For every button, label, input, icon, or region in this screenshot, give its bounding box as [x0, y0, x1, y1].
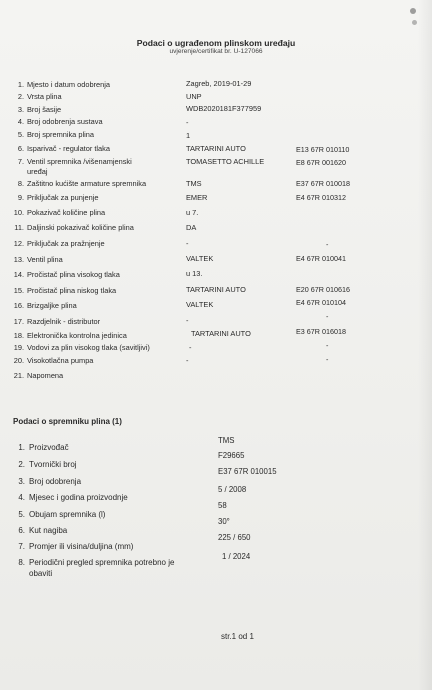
row-number: 4. — [17, 117, 24, 126]
row-number: 8. — [18, 558, 25, 567]
row-number: 1. — [17, 80, 24, 89]
approval-number: E13 67R 010110 — [296, 145, 350, 154]
field-row — [13, 286, 116, 295]
field-value: TARTARINI AUTO — [186, 144, 246, 153]
field-value: WDB2020181F377959 — [186, 104, 262, 113]
tank-label: Broj odobrenja — [29, 477, 82, 486]
field-value: UNP — [186, 92, 202, 101]
approval-number: - — [326, 341, 329, 350]
field-row — [13, 356, 93, 365]
approval-number: E4 67R 010104 — [296, 298, 346, 307]
row-number: 13. — [13, 255, 24, 264]
field-label: Broj šasije — [27, 105, 62, 114]
row-number: 12. — [13, 239, 24, 248]
field-row — [13, 144, 110, 153]
field-value: - — [186, 316, 189, 325]
row-number: 20. — [13, 356, 24, 365]
field-row — [13, 130, 94, 139]
row-number: 6. — [17, 144, 24, 153]
row-number: 15. — [13, 286, 24, 295]
approval-number: E4 67R 010041 — [296, 254, 346, 263]
row-number: 5. — [17, 130, 24, 139]
row-number: 4. — [18, 493, 25, 502]
tank-label: Periodični pregled spremnika potrebno je — [29, 558, 175, 567]
field-label: Broj odobrenja sustava — [27, 117, 103, 126]
field-row — [13, 193, 98, 202]
page-edge-shadow — [418, 0, 432, 690]
tank-value: TMS — [218, 436, 235, 445]
tank-value: E37 67R 010015 — [218, 467, 277, 476]
row-number: 17. — [13, 317, 24, 326]
row-number: 2. — [18, 460, 25, 469]
tank-value: 30° — [218, 517, 230, 526]
row-number: 2. — [17, 92, 24, 101]
tank-value: 58 — [218, 501, 227, 510]
field-label: Pokazivač količine plina — [27, 208, 106, 217]
field-row — [13, 223, 134, 232]
row-number: 14. — [13, 270, 24, 279]
field-label: Elektronička kontrolna jedinica — [27, 331, 127, 340]
certificate-number: uvjerenje/certifikat br. U-127066 — [169, 48, 263, 55]
row-number: 6. — [18, 526, 25, 535]
approval-number: E4 67R 010312 — [296, 193, 346, 202]
tank-row — [13, 443, 69, 452]
field-label: Napomena — [27, 371, 64, 380]
field-row — [13, 157, 132, 166]
row-number: 10. — [13, 208, 24, 217]
field-value: EMER — [186, 193, 208, 202]
field-value: VALTEK — [186, 254, 214, 263]
tank-label: Proizvođač — [29, 443, 69, 452]
row-number: 8. — [17, 179, 24, 188]
field-label-continued: uređaj — [27, 167, 48, 176]
field-row — [13, 255, 63, 264]
row-number: 16. — [13, 301, 24, 310]
tank-label: Obujam spremnika (l) — [29, 510, 106, 519]
row-number: 5. — [18, 510, 25, 519]
row-number: 7. — [17, 157, 24, 166]
tank-row — [13, 558, 174, 567]
row-number: 11. — [14, 223, 24, 232]
tank-row — [13, 477, 81, 486]
tank-value: F29665 — [218, 451, 245, 460]
tank-label: Tvornički broj — [29, 460, 77, 469]
field-value: - — [189, 343, 192, 352]
field-label: Ventil spremnika /višenamjenski — [27, 157, 132, 166]
row-number: 21. — [13, 371, 24, 380]
field-label: Pročistač plina visokog tlaka — [27, 270, 120, 279]
field-label: Mjesto i datum odobrenja — [27, 80, 110, 89]
approval-number: - — [326, 355, 329, 364]
approval-number: E8 67R 001620 — [296, 158, 346, 167]
field-label: Daljinski pokazivač količine plina — [27, 223, 134, 232]
tank-row — [13, 542, 133, 551]
field-row — [13, 331, 127, 340]
field-label: Vrsta plina — [27, 92, 62, 101]
field-row — [13, 343, 150, 352]
field-value: DA — [186, 223, 197, 232]
approval-number: E37 67R 010018 — [296, 179, 350, 188]
field-value: Zagreb, 2019-01-29 — [186, 79, 252, 88]
field-label: Zaštitno kućište armature spremnika — [27, 179, 147, 188]
document-title: Podaci o ugrađenom plinskom uređaju — [136, 38, 296, 48]
tank-row — [13, 510, 105, 519]
field-label: Visokotlačna pumpa — [27, 356, 94, 365]
field-row — [13, 208, 105, 217]
tank-label: Promjer ili visina/duljina (mm) — [29, 542, 134, 551]
field-row — [13, 270, 120, 279]
field-label: Razdjelnik - distributor — [27, 317, 101, 326]
tank-label: Mjesec i godina proizvodnje — [29, 493, 128, 502]
row-number: 3. — [17, 105, 24, 114]
approval-number: - — [326, 312, 329, 321]
field-row — [13, 301, 77, 310]
tank-label-continued: obaviti — [29, 569, 53, 578]
row-number: 7. — [18, 542, 25, 551]
tank-value: 5 / 2008 — [218, 485, 247, 494]
tank-section-title: Podaci o spremniku plina (1) — [13, 417, 122, 426]
field-row — [13, 317, 100, 326]
field-row — [13, 239, 105, 248]
approval-number: E3 67R 016018 — [296, 327, 346, 336]
field-label: Priključak za punjenje — [27, 193, 99, 202]
field-row — [13, 117, 103, 126]
field-label: Priključak za pražnjenje — [27, 239, 105, 248]
row-number: 1. — [18, 443, 25, 452]
field-value: u 13. — [186, 269, 203, 278]
approval-number: - — [326, 240, 329, 249]
tank-row — [13, 526, 67, 535]
row-number: 19. — [13, 343, 24, 352]
field-value: TMS — [186, 179, 202, 188]
field-value: 1 — [186, 131, 191, 140]
row-number: 3. — [18, 477, 25, 486]
field-row — [13, 80, 110, 89]
field-value: TOMASETTO ACHILLE — [186, 157, 265, 166]
page-number: str.1 od 1 — [221, 632, 254, 641]
field-value: TARTARINI AUTO — [186, 285, 246, 294]
field-label: Ventil plina — [27, 255, 63, 264]
field-label: Pročistač plina niskog tlaka — [27, 286, 117, 295]
field-value: VALTEK — [186, 300, 214, 309]
row-number: 9. — [17, 193, 24, 202]
field-value: - — [186, 356, 189, 365]
field-row — [13, 92, 62, 101]
field-label: Isparivač - regulator tlaka — [27, 144, 110, 153]
field-row — [13, 105, 61, 114]
tank-value: 225 / 650 — [218, 533, 251, 542]
row-number: 18. — [13, 331, 24, 340]
field-value: u 7. — [186, 208, 199, 217]
field-value: TARTARINI AUTO — [191, 329, 251, 338]
field-row — [13, 179, 146, 188]
field-label: Vodovi za plin visokog tlaka (savitljivi) — [27, 343, 150, 352]
scan-speck — [412, 20, 417, 25]
field-value: - — [186, 118, 189, 127]
tank-row — [13, 460, 77, 469]
tank-row — [13, 493, 128, 502]
field-row — [13, 371, 63, 380]
field-value: - — [186, 239, 189, 248]
approval-number: E20 67R 010616 — [296, 285, 350, 294]
field-label: Broj spremnika plina — [27, 130, 94, 139]
field-label: Brizgaljke plina — [27, 301, 77, 310]
tank-value: 1 / 2024 — [222, 552, 251, 561]
tank-label: Kut nagiba — [29, 526, 68, 535]
scan-speck — [410, 8, 416, 14]
